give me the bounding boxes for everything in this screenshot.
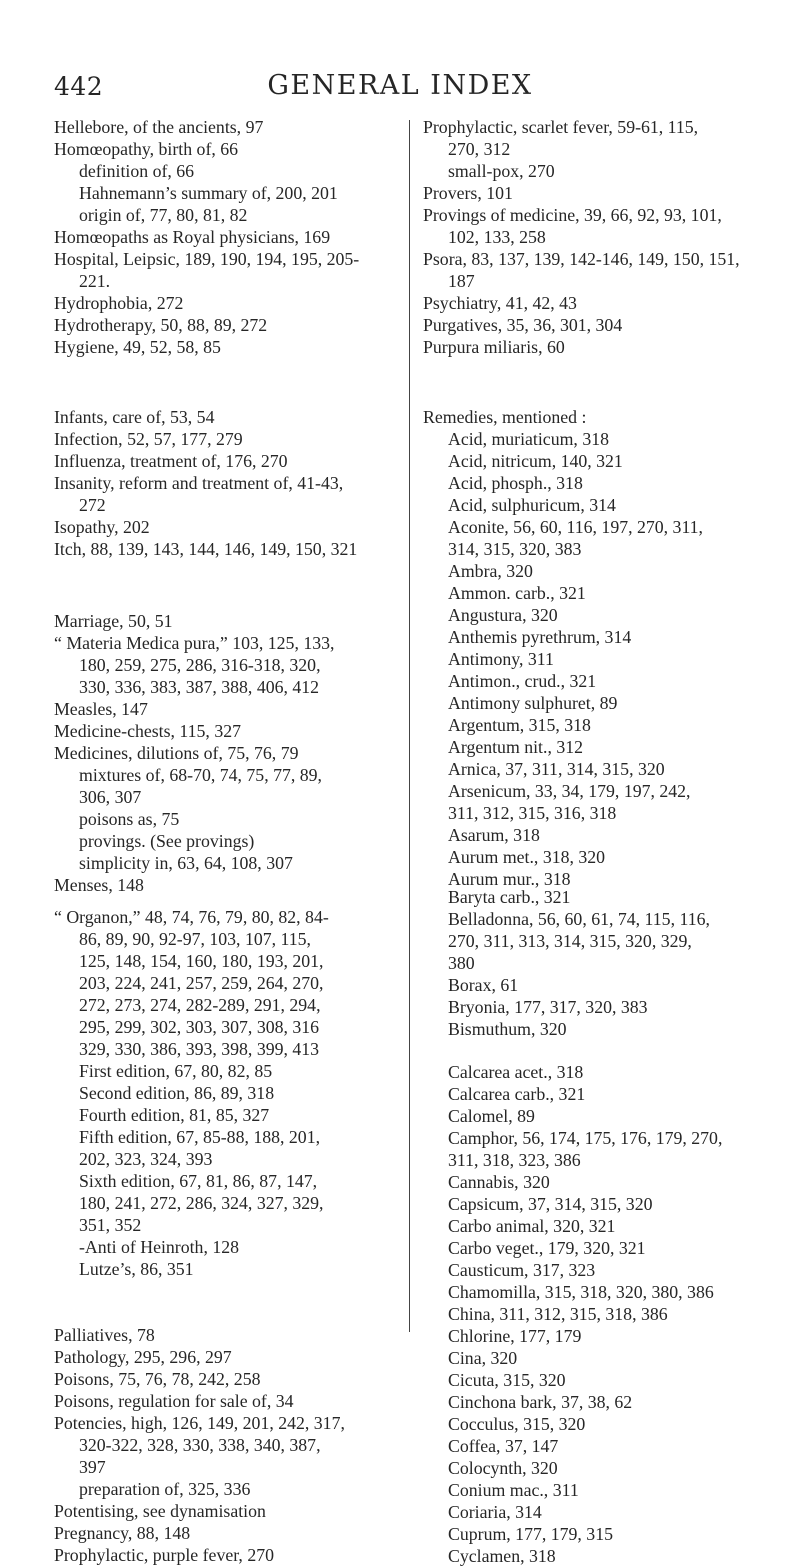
index-subentry: Asarum, 318: [448, 825, 540, 845]
index-subentry: First edition, 67, 80, 82, 85: [79, 1061, 273, 1081]
index-entry: Menses, 148: [54, 875, 144, 895]
index-continuation: 125, 148, 154, 160, 180, 193, 201,: [79, 951, 324, 971]
index-entry: Hygiene, 49, 52, 58, 85: [54, 337, 221, 357]
index-subentry: Capsicum, 37, 314, 315, 320: [448, 1194, 653, 1214]
index-subentry: Bryonia, 177, 317, 320, 383: [448, 997, 648, 1017]
index-subentry: Cuprum, 177, 179, 315: [448, 1524, 613, 1544]
index-subentry: small-pox, 270: [448, 161, 555, 181]
index-entry: Itch, 88, 139, 143, 144, 146, 149, 150, 321: [54, 539, 358, 559]
index-entry: Homœopaths as Royal physicians, 169: [54, 227, 331, 247]
index-entry: Provings of medicine, 39, 66, 92, 93, 101,: [423, 205, 722, 225]
index-entry: Hydrotherapy, 50, 88, 89, 272: [54, 315, 268, 335]
index-entry: Infants, care of, 53, 54: [54, 407, 215, 427]
index-subentry: China, 311, 312, 315, 318, 386: [448, 1304, 668, 1324]
index-continuation: 311, 312, 315, 316, 318: [448, 803, 617, 823]
index-entry: Insanity, reform and treatment of, 41-43,: [54, 473, 344, 493]
index-subentry: Chlorine, 177, 179: [448, 1326, 582, 1346]
index-subentry: Antimony, 311: [448, 649, 554, 669]
index-group: [54, 610, 334, 896]
index-group: [423, 1061, 722, 1567]
index-entry: Provers, 101: [423, 183, 513, 203]
index-continuation: 203, 224, 241, 257, 259, 264, 270,: [79, 973, 324, 993]
index-subentry: Chamomilla, 315, 318, 320, 380, 386: [448, 1282, 714, 1302]
index-continuation: 330, 336, 383, 387, 388, 406, 412: [79, 677, 320, 697]
index-subentry: Coffea, 37, 147: [448, 1436, 559, 1456]
index-entry: Palliatives, 78: [54, 1325, 155, 1345]
index-entry: Medicines, dilutions of, 75, 76, 79: [54, 743, 299, 763]
index-continuation: 86, 89, 90, 92-97, 103, 107, 115,: [79, 929, 311, 949]
index-subentry: Colocynth, 320: [448, 1458, 558, 1478]
index-subentry: Camphor, 56, 174, 175, 176, 179, 270,: [448, 1128, 723, 1148]
index-subentry: Ambra, 320: [448, 561, 533, 581]
index-subentry: Hahnemann’s summary of, 200, 201: [79, 183, 338, 203]
index-entry: Pregnancy, 88, 148: [54, 1523, 191, 1543]
index-group: [423, 886, 710, 1040]
index-entry: Marriage, 50, 51: [54, 611, 173, 631]
index-group: [54, 906, 329, 1280]
index-subentry: Cinchona bark, 37, 38, 62: [448, 1392, 633, 1412]
index-subentry: Belladonna, 56, 60, 61, 74, 115, 116,: [448, 909, 710, 929]
index-continuation: 272, 273, 274, 282-289, 291, 294,: [79, 995, 321, 1015]
index-entry: Influenza, treatment of, 176, 270: [54, 451, 288, 471]
index-subentry: Carbo animal, 320, 321: [448, 1216, 616, 1236]
index-subentry: definition of, 66: [79, 161, 195, 181]
index-subentry: Argentum, 315, 318: [448, 715, 591, 735]
index-entry: Hellebore, of the ancients, 97: [54, 117, 264, 137]
index-continuation: 272: [79, 495, 106, 515]
index-group: [54, 116, 359, 358]
index-entry: Poisons, 75, 76, 78, 242, 258: [54, 1369, 261, 1389]
index-subentry: Fourth edition, 81, 85, 327: [79, 1105, 270, 1125]
index-subentry: Cocculus, 315, 320: [448, 1414, 586, 1434]
index-subentry: Coriaria, 314: [448, 1502, 542, 1522]
index-continuation: 102, 133, 258: [448, 227, 546, 247]
index-subentry: Aurum met., 318, 320: [448, 847, 606, 867]
index-continuation: 311, 318, 323, 386: [448, 1150, 581, 1170]
index-continuation: 314, 315, 320, 383: [448, 539, 582, 559]
index-subentry: Calcarea carb., 321: [448, 1084, 586, 1104]
index-subentry: Baryta carb., 321: [448, 887, 571, 907]
index-subentry: Angustura, 320: [448, 605, 558, 625]
index-entry: Medicine-chests, 115, 327: [54, 721, 241, 741]
index-continuation: 202, 323, 324, 393: [79, 1149, 213, 1169]
column-divider: [409, 120, 410, 1332]
index-entry: Hospital, Leipsic, 189, 190, 194, 195, 205-: [54, 249, 360, 269]
index-subentry: Bismuthum, 320: [448, 1019, 567, 1039]
index-subentry: origin of, 77, 80, 81, 82: [79, 205, 248, 225]
index-entry: “ Organon,” 48, 74, 76, 79, 80, 82, 84-: [54, 907, 329, 927]
index-entry: Psora, 83, 137, 139, 142-146, 149, 150, 151,: [423, 249, 740, 269]
index-continuation: 351, 352: [79, 1215, 142, 1235]
index-group: [54, 406, 357, 560]
index-continuation: 380: [448, 953, 475, 973]
index-subentry: simplicity in, 63, 64, 108, 307: [79, 853, 293, 873]
index-entry: Prophylactic, purple fever, 270: [54, 1545, 274, 1565]
index-subentry: Causticum, 317, 323: [448, 1260, 596, 1280]
index-continuation: 306, 307: [79, 787, 142, 807]
index-entry: Measles, 147: [54, 699, 148, 719]
index-entry: Poisons, regulation for sale of, 34: [54, 1391, 294, 1411]
index-subentry: mixtures of, 68-70, 74, 75, 77, 89,: [79, 765, 322, 785]
index-continuation: 221.: [79, 271, 111, 291]
index-group: [423, 406, 703, 890]
index-subentry: Acid, phosph., 318: [448, 473, 583, 493]
index-subentry: Cannabis, 320: [448, 1172, 550, 1192]
index-subentry: Acid, sulphuricum, 314: [448, 495, 616, 515]
index-group: [423, 116, 740, 358]
index-continuation: 295, 299, 302, 303, 307, 308, 316: [79, 1017, 320, 1037]
index-subentry: Acid, muriaticum, 318: [448, 429, 609, 449]
index-entry: Isopathy, 202: [54, 517, 150, 537]
index-subentry: Cyclamen, 318: [448, 1546, 556, 1566]
index-subentry: poisons as, 75: [79, 809, 180, 829]
index-entry: Purpura miliaris, 60: [423, 337, 565, 357]
index-subentry: preparation of, 325, 336: [79, 1479, 251, 1499]
index-group: [54, 1324, 345, 1566]
index-subentry: Cina, 320: [448, 1348, 518, 1368]
index-subentry: Argentum nit., 312: [448, 737, 584, 757]
index-subentry: Anthemis pyrethrum, 314: [448, 627, 632, 647]
index-subentry: Sixth edition, 67, 81, 86, 87, 147,: [79, 1171, 318, 1191]
index-entry: “ Materia Medica pura,” 103, 125, 133,: [54, 633, 335, 653]
index-entry: Potencies, high, 126, 149, 201, 242, 317,: [54, 1413, 345, 1433]
index-entry: Prophylactic, scarlet fever, 59-61, 115,: [423, 117, 699, 137]
index-entry: Homœopathy, birth of, 66: [54, 139, 239, 159]
index-subentry: Acid, nitricum, 140, 321: [448, 451, 623, 471]
index-subentry: Lutze’s, 86, 351: [79, 1259, 194, 1279]
index-entry: Pathology, 295, 296, 297: [54, 1347, 232, 1367]
index-subentry: Borax, 61: [448, 975, 519, 995]
index-continuation: 397: [79, 1457, 106, 1477]
index-continuation: 270, 312: [448, 139, 511, 159]
index-entry: Hydrophobia, 272: [54, 293, 184, 313]
index-subentry: Second edition, 86, 89, 318: [79, 1083, 275, 1103]
index-subentry: Aurum mur., 318: [448, 869, 571, 889]
index-subentry: Calomel, 89: [448, 1106, 535, 1126]
index-subentry: Arsenicum, 33, 34, 179, 197, 242,: [448, 781, 691, 801]
index-subentry: Conium mac., 311: [448, 1480, 579, 1500]
index-entry: Remedies, mentioned :: [423, 407, 587, 427]
index-entry: Infection, 52, 57, 177, 279: [54, 429, 243, 449]
index-continuation: 320-322, 328, 330, 338, 340, 387,: [79, 1435, 321, 1455]
index-subentry: Antimon., crud., 321: [448, 671, 597, 691]
index-continuation: 270, 311, 313, 314, 315, 320, 329,: [448, 931, 692, 951]
page-number: 442: [54, 72, 104, 101]
index-continuation: 180, 241, 272, 286, 324, 327, 329,: [79, 1193, 324, 1213]
index-subentry: Fifth edition, 67, 85-88, 188, 201,: [79, 1127, 321, 1147]
index-continuation: 187: [448, 271, 475, 291]
index-entry: Potentising, see dynamisation: [54, 1501, 266, 1521]
page-title: GENERAL INDEX: [267, 70, 533, 101]
index-entry: Psychiatry, 41, 42, 43: [423, 293, 577, 313]
index-subentry: provings. (See provings): [79, 831, 255, 851]
index-continuation: 329, 330, 386, 393, 398, 399, 413: [79, 1039, 320, 1059]
index-subentry: Arnica, 37, 311, 314, 315, 320: [448, 759, 665, 779]
index-subentry: Calcarea acet., 318: [448, 1062, 584, 1082]
index-continuation: 180, 259, 275, 286, 316-318, 320,: [79, 655, 321, 675]
index-subentry: Aconite, 56, 60, 116, 197, 270, 311,: [448, 517, 704, 537]
index-subentry: Ammon. carb., 321: [448, 583, 586, 603]
index-entry: Purgatives, 35, 36, 301, 304: [423, 315, 623, 335]
index-subentry: Antimony sulphuret, 89: [448, 693, 618, 713]
index-subentry: -Anti of Heinroth, 128: [79, 1237, 240, 1257]
index-subentry: Cicuta, 315, 320: [448, 1370, 566, 1390]
index-subentry: Carbo veget., 179, 320, 321: [448, 1238, 646, 1258]
